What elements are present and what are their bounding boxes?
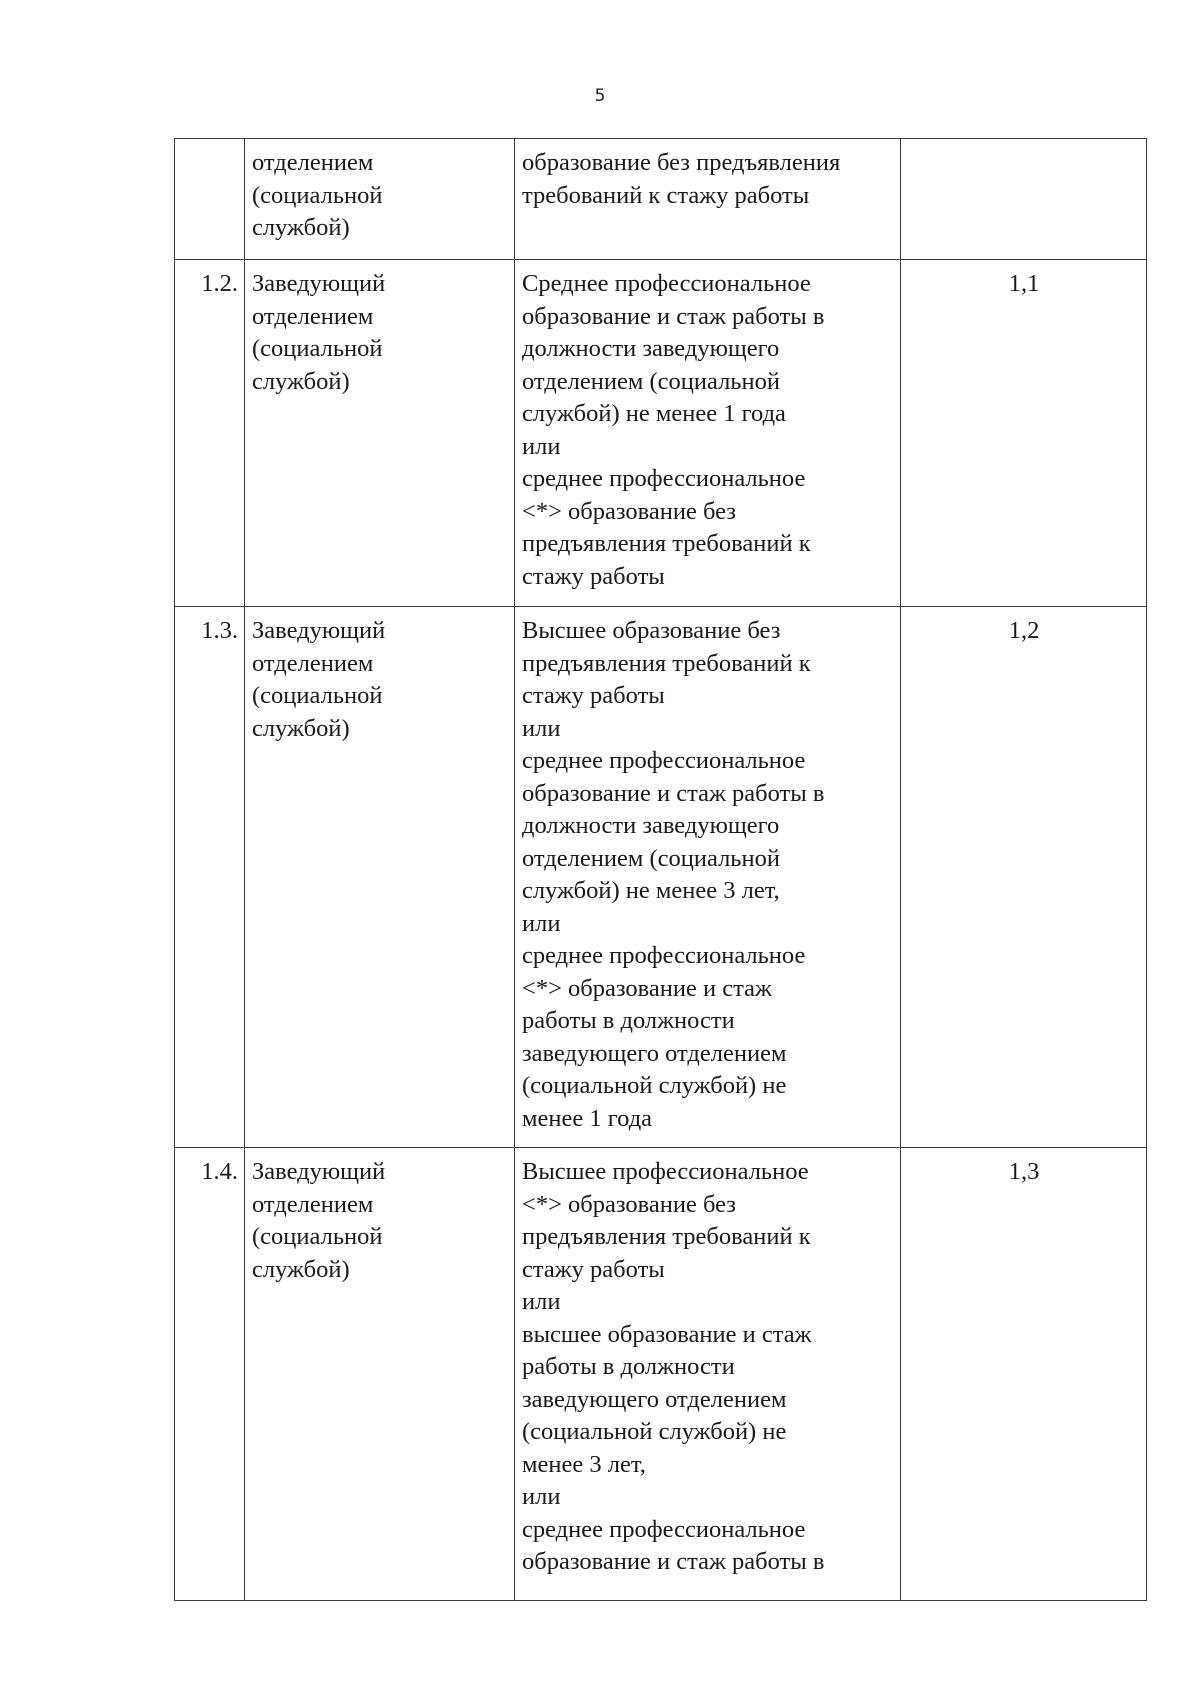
position-line: (социальной [252, 181, 383, 209]
requirements-line: среднее профессиональное [522, 747, 806, 774]
requirements-line: или [522, 714, 561, 742]
requirements-line: (социальной службой) не [522, 1072, 787, 1099]
requirements-line: отделением (социальной [522, 367, 780, 395]
position-line: (социальной [252, 682, 383, 709]
requirements-line: образование и стаж работы в [522, 1548, 825, 1575]
requirements-line: требований к стажу работы [522, 181, 810, 209]
position-line: Заведующий [252, 270, 386, 297]
requirements-line: заведующего отделением [522, 1385, 787, 1413]
position-line: службой) [252, 714, 350, 742]
position-line: службой) [252, 1255, 350, 1283]
coefficient-cell: 1,2 [901, 607, 1147, 1148]
page-number: 5 [594, 86, 606, 106]
requirements-line: должности заведующего [522, 335, 780, 362]
requirements-line: или [522, 1483, 561, 1510]
requirements-line: предъявления требований к [522, 649, 811, 677]
qualification-table [174, 138, 1147, 1601]
requirements-line: Высшее образование без [522, 617, 781, 644]
row-number-cell: 1.4. [175, 1148, 245, 1601]
position-line: Заведующий [252, 1158, 386, 1185]
requirements-line: образование и стаж работы в [522, 779, 825, 807]
coefficient-cell: 1,1 [901, 260, 1147, 607]
requirements-line: <*> образование без [522, 497, 736, 525]
position-line: (социальной [252, 335, 383, 362]
requirements-line: отделением (социальной [522, 844, 780, 872]
requirements-line: или [522, 909, 561, 937]
requirements-line: менее 1 года [522, 1104, 653, 1132]
requirements-line: стажу работы [522, 1255, 665, 1283]
position-line: отделением [252, 149, 374, 176]
position-cell [245, 607, 515, 1148]
requirements-line: стажу работы [522, 562, 665, 590]
position-line: Заведующий [252, 617, 386, 644]
requirements-line: (социальной службой) не [522, 1418, 787, 1445]
position-line: отделением [252, 302, 374, 330]
coefficient-cell [901, 139, 1147, 260]
requirements-line: <*> образование без [522, 1190, 736, 1218]
position-line: службой) [252, 214, 350, 241]
requirements-line: среднее профессиональное [522, 465, 806, 492]
position-line: (социальной [252, 1223, 383, 1250]
requirements-line: среднее профессиональное [522, 942, 806, 969]
requirements-line: среднее профессиональное [522, 1515, 806, 1543]
table-body [175, 139, 1147, 1601]
requirements-cell [515, 139, 901, 260]
requirements-line: Среднее профессиональное [522, 270, 811, 297]
requirements-line: образование без предъявления [522, 149, 841, 176]
position-cell [245, 260, 515, 607]
requirements-line: или [522, 432, 561, 460]
requirements-line: работы в должности [522, 1007, 735, 1034]
row-number-cell: 1.3. [175, 607, 245, 1148]
requirements-cell [515, 260, 901, 607]
requirements-cell [515, 607, 901, 1148]
requirements-line: стажу работы [522, 682, 665, 709]
table-row [175, 139, 1147, 260]
requirements-line: или [522, 1288, 561, 1315]
requirements-line: <*> образование и стаж [522, 974, 772, 1002]
requirements-line: высшее образование и стаж [522, 1320, 812, 1348]
requirements-line: образование и стаж работы в [522, 302, 825, 330]
requirements-line: менее 3 лет, [522, 1450, 646, 1478]
requirements-line: предъявления требований к [522, 1223, 811, 1250]
position-cell [245, 1148, 515, 1601]
row-number-cell: 1.2. [175, 260, 245, 607]
requirements-line: службой) не менее 3 лет, [522, 877, 780, 904]
table-row [175, 1148, 1147, 1601]
requirements-line: работы в должности [522, 1353, 735, 1380]
requirements-cell [515, 1148, 901, 1601]
position-line: службой) [252, 367, 350, 395]
position-cell [245, 139, 515, 260]
position-line: отделением [252, 1190, 374, 1218]
coefficient-cell: 1,3 [901, 1148, 1147, 1601]
requirements-line: должности заведующего [522, 812, 780, 839]
table-row [175, 607, 1147, 1148]
position-line: отделением [252, 649, 374, 677]
requirements-line: Высшее профессиональное [522, 1158, 809, 1185]
table-row [175, 260, 1147, 607]
row-number-cell [175, 139, 245, 260]
requirements-line: предъявления требований к [522, 530, 811, 557]
requirements-line: заведующего отделением [522, 1039, 787, 1067]
requirements-line: службой) не менее 1 года [522, 400, 786, 427]
